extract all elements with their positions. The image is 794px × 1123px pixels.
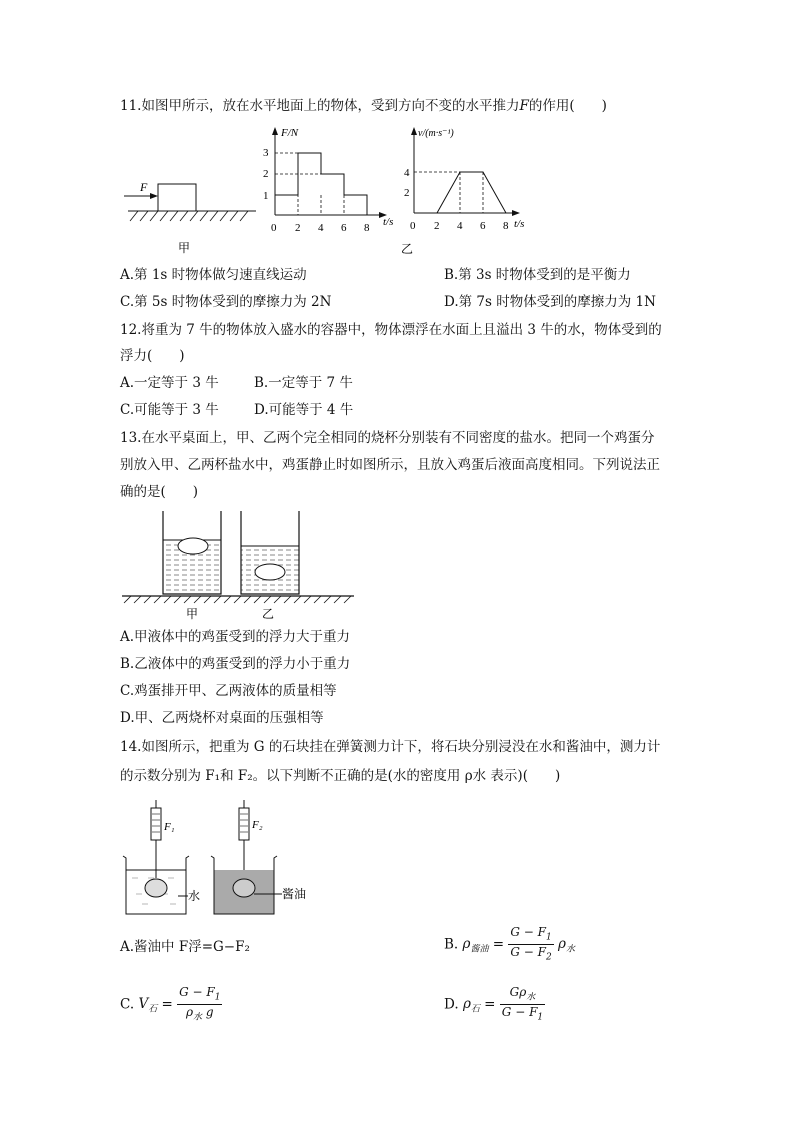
xtick: 0 xyxy=(271,222,277,234)
q13-fig-beakers xyxy=(118,508,358,623)
spring-scale-1 xyxy=(151,808,161,840)
egg-jia xyxy=(178,538,208,554)
q12-option-a[interactable]: A.一定等于 3 牛 xyxy=(120,375,219,391)
q13-option-c[interactable]: C.鸡蛋排开甲、乙两液体的质量相等 xyxy=(120,683,337,699)
label-F1: F₁ xyxy=(164,821,175,833)
velocity-series xyxy=(437,172,506,213)
block xyxy=(158,184,196,211)
q11-option-c[interactable]: C.第 5s 时物体受到的摩擦力为 2N xyxy=(120,294,332,310)
q11-fig-jia xyxy=(118,176,258,266)
q14-fig xyxy=(118,798,328,918)
ytick: 2 xyxy=(404,187,410,199)
ytick: 3 xyxy=(263,147,269,159)
q13-stem-3: 确的是( ) xyxy=(120,484,199,500)
q11-option-d[interactable]: D.第 7s 时物体受到的摩擦力为 1N xyxy=(444,294,656,310)
xtick: 2 xyxy=(295,222,301,234)
q14-option-c[interactable]: C. $V_石$ = $\frac{G - F_1}{\rho_水 g}$ xyxy=(120,985,221,1023)
q11-option-a[interactable]: A.第 1s 时物体做匀速直线运动 xyxy=(120,267,307,283)
q12-option-b[interactable]: B.一定等于 7 牛 xyxy=(254,375,353,391)
label-water: 水 xyxy=(188,889,201,903)
q13-option-a[interactable]: A.甲液体中的鸡蛋受到的浮力大于重力 xyxy=(120,629,351,645)
xtick: 4 xyxy=(457,220,463,232)
force-label: F xyxy=(140,180,148,194)
caption-yi: 乙 xyxy=(401,242,414,256)
xtick: 4 xyxy=(318,222,324,234)
xlabel-t: t/s xyxy=(383,216,394,228)
label-F2: F₂ xyxy=(252,819,263,831)
stone-soy xyxy=(233,879,255,897)
q13-stem-1: 13.在水平桌面上，甲、乙两个完全相同的烧杯分别装有不同密度的盐水。把同一个鸡蛋分 xyxy=(120,430,655,446)
q11-option-b[interactable]: B.第 3s 时物体受到的是平衡力 xyxy=(444,267,631,283)
xlabel-t: t/s xyxy=(514,218,525,230)
q11-stem: 11.如图甲所示，放在水平地面上的物体，受到方向不变的水平推力F的作用( ) xyxy=(120,98,607,114)
caption-jia: 甲 xyxy=(178,241,191,255)
xtick: 6 xyxy=(480,220,486,232)
q12-stem-2: 浮力( ) xyxy=(120,348,185,364)
q14-stem-1: 14.如图所示，把重为 G 的石块挂在弹簧测力计下，将石块分别浸没在水和酱油中，测力计 xyxy=(120,739,661,755)
q12-stem-1: 12.将重为 7 牛的物体放入盛水的容器中，物体漂浮在水面上且溢出 3 牛的水，物体受到的 xyxy=(120,322,662,338)
q13-stem-2: 别放入甲、乙两杯盐水中，鸡蛋静止时如图所示，且放入鸡蛋后液面高度相同。下列说法正 xyxy=(120,457,660,473)
spring-scale-2 xyxy=(239,808,249,840)
q11-chart-velocity xyxy=(396,125,536,260)
egg-yi xyxy=(255,564,285,580)
q13-option-b[interactable]: B.乙液体中的鸡蛋受到的浮力小于重力 xyxy=(120,656,351,672)
ylabel-F: F/N xyxy=(281,127,299,139)
label-jia: 甲 xyxy=(186,607,199,621)
label-yi: 乙 xyxy=(262,607,275,621)
xtick: 0 xyxy=(410,220,416,232)
ytick: 1 xyxy=(263,190,269,202)
q12-option-d[interactable]: D.可能等于 4 牛 xyxy=(254,402,354,418)
q13-option-d[interactable]: D.甲、乙两烧杯对桌面的压强相等 xyxy=(120,710,324,726)
q12-option-c[interactable]: C.可能等于 3 牛 xyxy=(120,402,219,418)
ytick: 2 xyxy=(263,168,269,180)
ylabel-v: v/(m·s⁻¹) xyxy=(418,128,454,139)
xtick: 2 xyxy=(434,220,440,232)
label-soy: 酱油 xyxy=(282,887,307,901)
stone-water xyxy=(145,879,167,897)
q14-stem-2: 的示数分别为 F₁和 F₂。以下判断不正确的是(水的密度用 ρ水 表示)( ) xyxy=(120,768,561,784)
q11-chart-force xyxy=(255,125,405,240)
q14-option-b[interactable]: B. $\rho_{酱油}$ = $\frac{G - F_1}{G - F_2}$ $\rho_水$ xyxy=(444,925,575,963)
xtick: 8 xyxy=(503,220,509,232)
q14-option-d[interactable]: D. $\rho_石$ = $\frac{G\rho_水}{G - F_1}$ xyxy=(444,985,544,1023)
xtick: 6 xyxy=(341,222,347,234)
ytick: 4 xyxy=(404,167,410,179)
q14-option-a[interactable]: A.酱油中 F浮=G−F₂ xyxy=(120,939,250,955)
xtick: 8 xyxy=(364,222,370,234)
